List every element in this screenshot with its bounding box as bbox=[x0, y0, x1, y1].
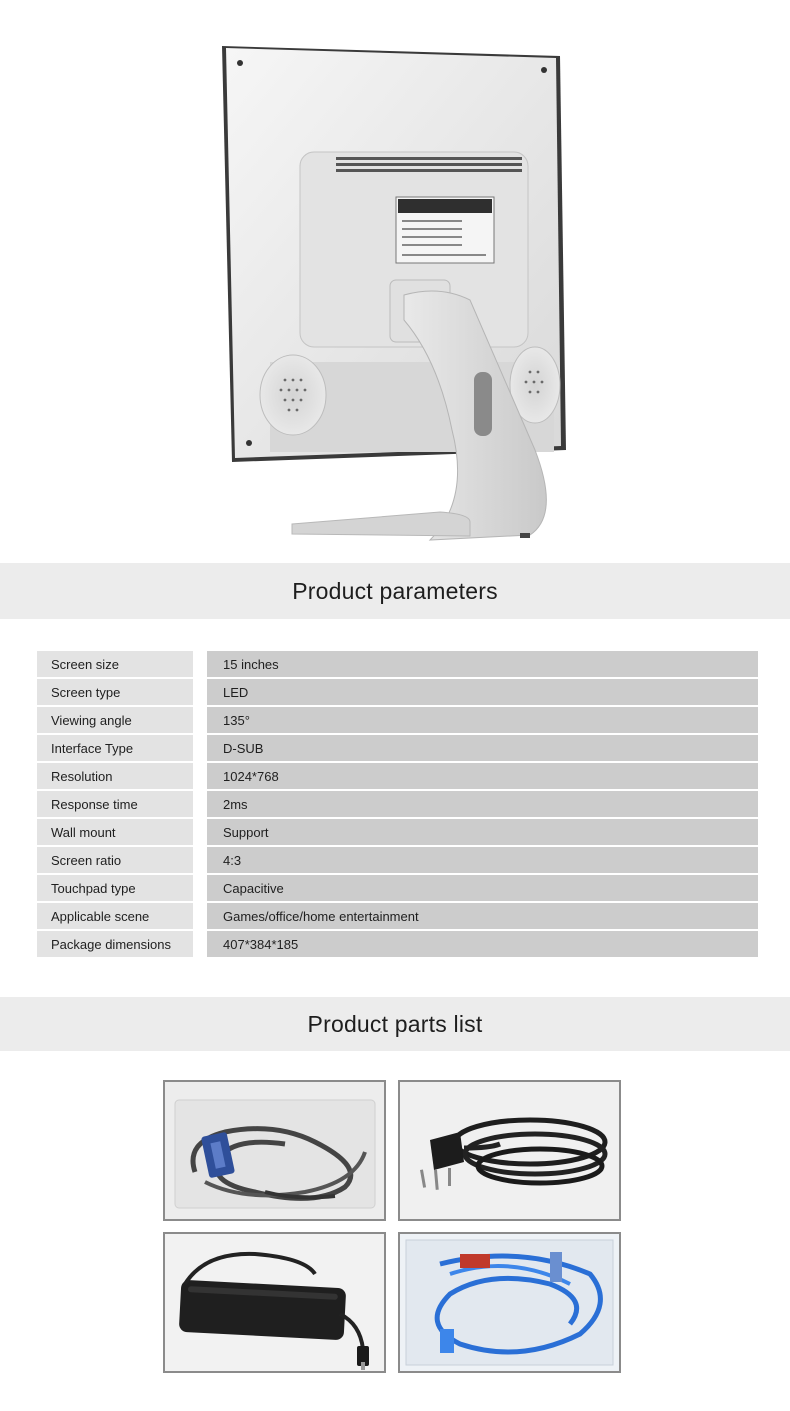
spec-label: Interface Type bbox=[37, 735, 207, 763]
spec-row bbox=[37, 903, 758, 931]
spec-label: Resolution bbox=[37, 763, 207, 791]
spec-label: Touchpad type bbox=[37, 875, 207, 903]
spec-value: Capacitive bbox=[207, 875, 758, 903]
spec-value: 135° bbox=[207, 707, 758, 735]
spec-label: Response time bbox=[37, 791, 207, 819]
power-adapter-icon bbox=[165, 1234, 384, 1371]
spec-value: 1024*768 bbox=[207, 763, 758, 791]
spec-label: Viewing angle bbox=[37, 707, 207, 735]
monitor-rear-illustration bbox=[0, 0, 790, 560]
part-image-usb-cable bbox=[398, 1232, 621, 1373]
vga-cable-icon bbox=[165, 1082, 384, 1219]
spec-row bbox=[37, 763, 758, 791]
spec-table bbox=[37, 651, 758, 959]
spec-row bbox=[37, 931, 758, 959]
spec-row bbox=[37, 875, 758, 903]
spec-value: 4:3 bbox=[207, 847, 758, 875]
parts-grid bbox=[163, 1080, 625, 1376]
part-image-vga-cable bbox=[163, 1080, 386, 1221]
spec-row bbox=[37, 847, 758, 875]
usb-cable-icon bbox=[400, 1234, 619, 1371]
spec-row bbox=[37, 819, 758, 847]
spec-label: Screen type bbox=[37, 679, 207, 707]
product-hero-image bbox=[0, 0, 790, 560]
spec-label: Package dimensions bbox=[37, 931, 207, 959]
power-cord-icon bbox=[400, 1082, 619, 1219]
spec-row bbox=[37, 651, 758, 679]
spec-label: Screen ratio bbox=[37, 847, 207, 875]
spec-value: Games/office/home entertainment bbox=[207, 903, 758, 931]
spec-value: Support bbox=[207, 819, 758, 847]
spec-row bbox=[37, 707, 758, 735]
spec-value: 407*384*185 bbox=[207, 931, 758, 959]
spec-label: Screen size bbox=[37, 651, 207, 679]
part-image-power-cord bbox=[398, 1080, 621, 1221]
spec-label: Wall mount bbox=[37, 819, 207, 847]
section-title-parameters: Product parameters bbox=[292, 577, 498, 604]
spec-label: Applicable scene bbox=[37, 903, 207, 931]
section-header-parameters bbox=[0, 563, 790, 619]
spec-value: LED bbox=[207, 679, 758, 707]
part-image-power-adapter bbox=[163, 1232, 386, 1373]
spec-value: D-SUB bbox=[207, 735, 758, 763]
spec-row bbox=[37, 679, 758, 707]
section-title-parts: Product parts list bbox=[307, 1010, 483, 1037]
section-header-parts bbox=[0, 997, 790, 1051]
spec-value: 15 inches bbox=[207, 651, 758, 679]
spec-value: 2ms bbox=[207, 791, 758, 819]
spec-row bbox=[37, 735, 758, 763]
spec-row bbox=[37, 791, 758, 819]
